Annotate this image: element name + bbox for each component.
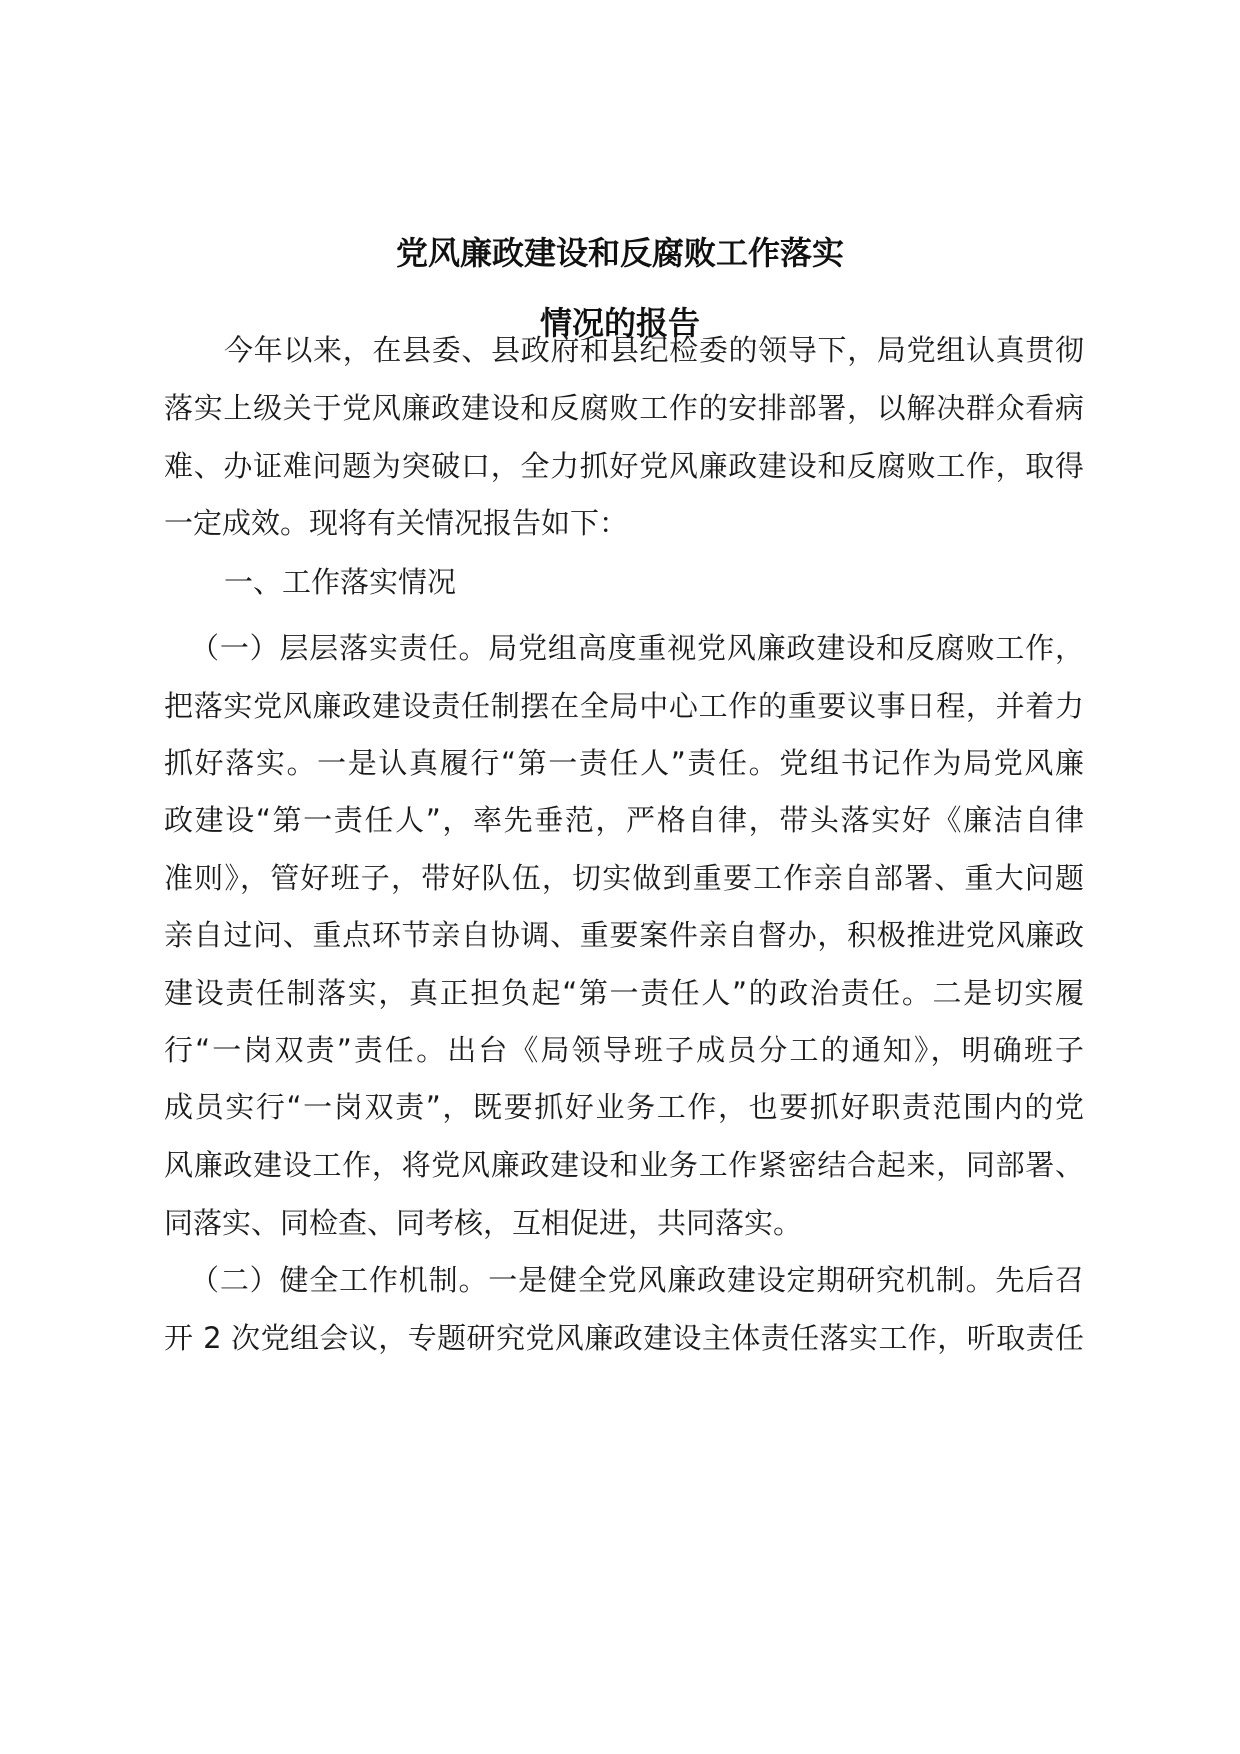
- paragraph-line: 准则》，管好班子，带好队伍，切实做到重要工作亲自部署、重大问题: [164, 861, 1084, 895]
- paragraph-line: 亲自过问、重点环节亲自协调、重要案件亲自督办，积极推进党风廉政: [164, 918, 1084, 952]
- paragraph-line: 行“一岗双责”责任。出台《局领导班子成员分工的通知》，明确班子: [164, 1033, 1084, 1067]
- paragraph-line: （一）层层落实责任。局党组高度重视党风廉政建设和反腐败工作，: [190, 631, 1084, 665]
- paragraph-line: 同落实、同检查、同考核，互相促进，共同落实。: [164, 1206, 803, 1240]
- paragraph-line: 难、办证难问题为突破口，全力抓好党风廉政建设和反腐败工作，取得: [164, 449, 1084, 483]
- paragraph-line: 把落实党风廉政建设责任制摆在全局中心工作的重要议事日程，并着力: [164, 689, 1084, 723]
- paragraph-line: 成员实行“一岗双责”，既要抓好业务工作，也要抓好职责范围内的党: [164, 1090, 1084, 1124]
- paragraph-line: 政建设“第一责任人”，率先垂范，严格自律，带头落实好《廉洁自律: [164, 803, 1084, 837]
- paragraph-line: 今年以来，在县委、县政府和县纪检委的领导下，局党组认真贯彻: [224, 333, 1084, 367]
- paragraph-line: 落实上级关于党风廉政建设和反腐败工作的安排部署，以解决群众看病: [164, 391, 1084, 425]
- paragraph-line: 建设责任制落实，真正担负起“第一责任人”的政治责任。二是切实履: [164, 976, 1084, 1010]
- paragraph-line: 一定成效。现将有关情况报告如下：: [164, 506, 629, 540]
- document-title-line-2: 情况的报告: [539, 304, 700, 342]
- paragraph-line: （二）健全工作机制。一是健全党风廉政建设定期研究机制。先后召: [190, 1263, 1084, 1297]
- document-title-line-1: 党风廉政建设和反腐败工作落实: [395, 234, 844, 272]
- paragraph-line: 抓好落实。一是认真履行“第一责任人”责任。党组书记作为局党风廉: [164, 746, 1084, 780]
- paragraph-line: 风廉政建设工作，将党风廉政建设和业务工作紧密结合起来，同部署、: [164, 1148, 1084, 1182]
- paragraph-line: 开 2 次党组会议，专题研究党风廉政建设主体责任落实工作，听取责任: [164, 1321, 1084, 1355]
- section-heading: 一、工作落实情况: [224, 565, 457, 599]
